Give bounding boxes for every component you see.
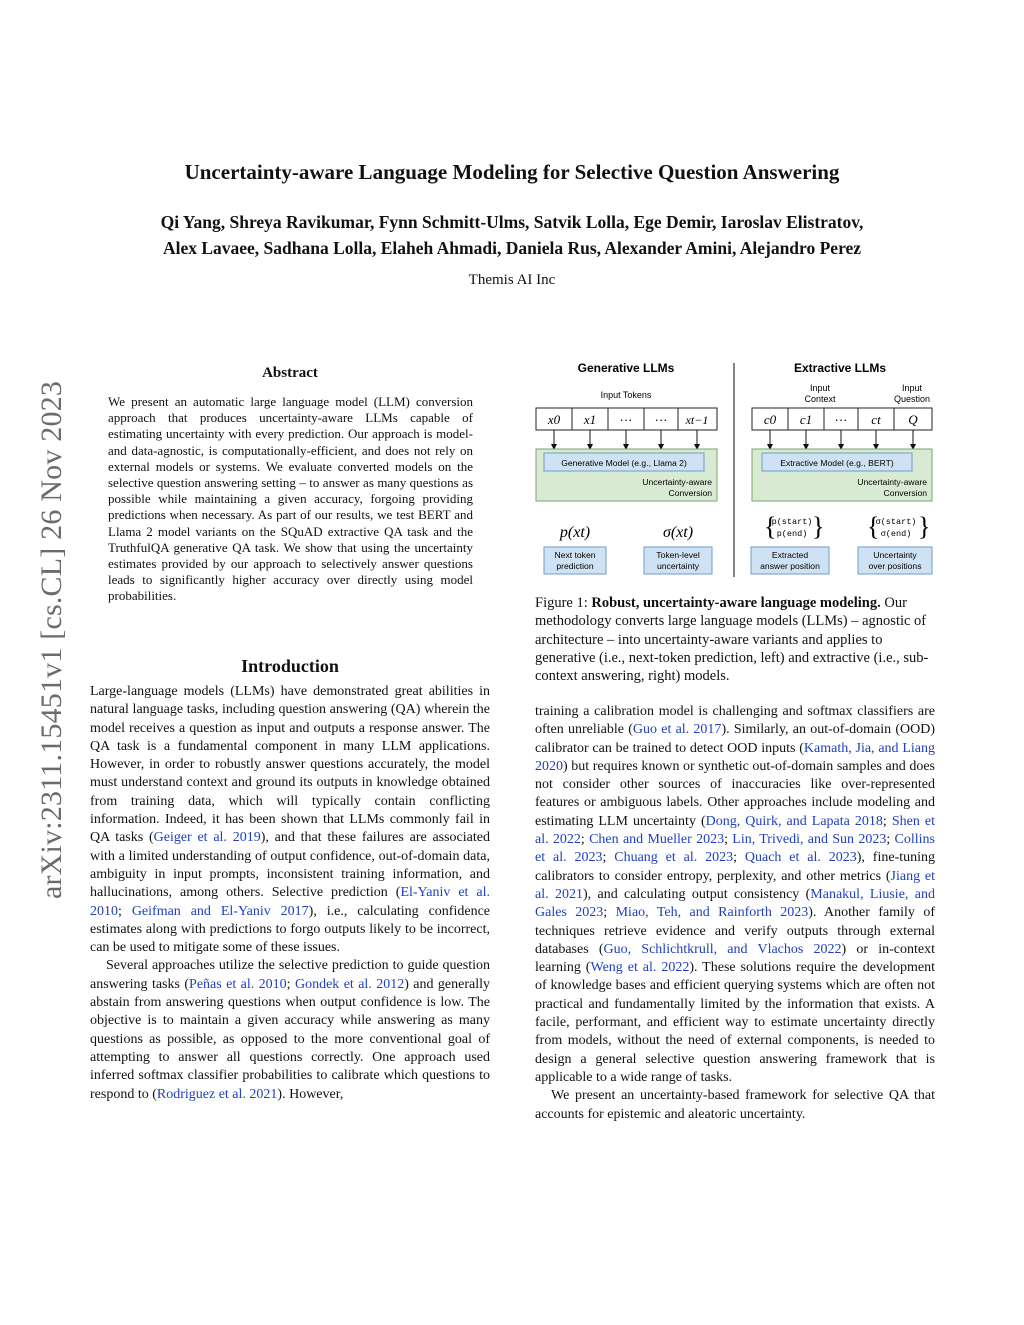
right-paragraph-1: training a calibration model is challenging and softmax classifiers are often unreliable (Guo et al. 2017). Similarly, an out-of-domain (OOD) calibrator can be trained to detect OOD inputs (Kamath, Jia, and Liang 2020) but requires known or synthetic out-of-domain samples and does not consider other sources of inaccuracies like over-represented features or ambiguous labels. Other approaches include modeling and estimating LLM uncertainty (Dong, Quirk, and Lapata 2018; Shen et al. 2022; Chen and Mueller 2023; Lin, Trivedi, and Sun 2023; Collins et al. 2023; Chuang et al. 2023; Quach et al. 2023), fine-tuning calibrators to consider entropy, perplexity, and other metrics (Jiang et al. 2021), and calculating output consistency (Manakul, Liusie, and Gales 2023; Miao, Teh, and Rainforth 2023). Another family of techniques retrieve evidence and verify outputs through external databases (Guo, Schlichtkrull, and Vlachos 2022) or in-context learning (Weng et al. 2022). These solutions require the development of knowledge bases and efficient querying systems which are often not practical and fundamentally limited by the information that exists. A facile, performant, and efficient way to estimate uncertainty directly from models, without the need of external components, is needed to design a general selective question answering framework that is applicable to a wide range of tasks. xyxy=(535,704,936,1085)
arxiv-id: arXiv:2311.15451v1 [cs.CL] 26 Nov 2023 xyxy=(35,380,68,900)
citation-link[interactable]: Miao, Teh, and Rainforth 2023 xyxy=(615,905,809,921)
citation-link[interactable]: Chuang et al. 2023 xyxy=(614,850,734,866)
authors-line-2: Alex Lavaee, Sadhana Lolla, Elaheh Ahmadi, Daniela Rus, Alexander Amini, Alejandro Perez xyxy=(162,238,862,258)
p-end: p(end) xyxy=(776,529,808,539)
intro-paragraph-2: Several approaches utilize the selective prediction to guide question answering tasks (Peñas et al. 2010; Gondek et al. 2012) and generally abstain from answering questions when output confidence is low. The objective is to maintain a given accuracy while answering as many questions as possible, as opposed to the more conventional goal of attempting to answer all questions correctly. One approach used inferred softmax classifier probabilities to calibrate which questions to respond to (Rodriguez et al. 2021). However, xyxy=(90,958,491,1102)
introduction-heading: Introduction xyxy=(241,656,339,676)
token-uncertainty-label: Token-level uncertainty xyxy=(656,550,700,571)
arrows-right xyxy=(770,430,913,449)
citation-link[interactable]: Collins et al. 2023 xyxy=(535,832,936,866)
right-paragraph-2: We present an uncertainty-based framework for selective QA that accounts for epistemic and aleatoric uncertainty. xyxy=(535,1088,935,1122)
token-ellipsis: ··· xyxy=(619,412,633,427)
token-x0: x0 xyxy=(547,412,561,427)
conversion-label-right: Uncertainty-aware Conversion xyxy=(857,477,927,498)
citation-link[interactable]: Quach et al. 2023 xyxy=(744,850,857,866)
citation-link[interactable]: Kamath, Jia, and Liang 2020 xyxy=(535,740,935,774)
extractive-title: Extractive LLMs xyxy=(793,361,887,375)
intro-paragraph-1: Large-language models (LLMs) have demonstrated great abilities in natural language tasks, including question answering (QA) wherein the model receives a question as input and outputs a response answer. The QA task is a fundamental component in many LLM applications. However, in order to robustly answer questions accurately, the model must understand context and ground its outputs in knowledge obtained from training data, which will typically contain conflicting information. Indeed, it has been shown that LLMs commonly fail in QA tasks (Geiger et al. 2019), and that these failures are associated with a limited understanding of output confidence, out-of-domain data, ambiguity in input prompts, inconsistent training information, and hallucinations, among others. Selective prediction (El-Yaniv et al. 2010; Geifman and El-Yaniv 2017), i.e., calculating confidence estimates along with predictions to forgo outputs likely to be incorrect, can be used to mitigate some of these issues. xyxy=(90,684,491,956)
output-p-xt: p(xt) xyxy=(559,524,591,541)
citation-link[interactable]: Geifman and El-Yaniv 2017 xyxy=(131,903,309,919)
citation-link[interactable]: Dong, Quirk, and Lapata 2018 xyxy=(705,813,883,829)
sigma-end: σ(end) xyxy=(880,529,912,539)
arrows-left xyxy=(554,430,697,449)
abstract-text: We present an automatic large language model (LLM) conversion approach that produces uncertainty-aware LLMs capable of estimating uncertainty with every prediction. Our approach is model- and data-agnostic, is computationally-efficient, and does not rely on external models or systems. We evaluate converted models on the selective question answering setting – to answer as many questions as possible while maintaining a given accuracy, forgoing providing predictions when necessary. As part of our results, we test BERT and Llama 2 model variants on the SQuAD extractive QA task and the TruthfulQA generative QA task. We show that using the uncertainty estimates provided by our approach to selectively answer questions leads to significantly higher accuracy over directly using model probabilities. xyxy=(108,394,473,604)
p-start: p(start) xyxy=(771,517,813,527)
uncertainty-positions-label: Uncertainty over positions xyxy=(868,550,922,571)
brace-left: { xyxy=(867,512,880,541)
abstract-heading: Abstract xyxy=(262,365,318,381)
input-tokens-label: Input Tokens xyxy=(600,390,652,400)
next-token-label: Next token prediction xyxy=(554,550,596,571)
token-ellipsis: ··· xyxy=(834,412,848,427)
citation-link[interactable]: Geiger et al. 2019 xyxy=(153,830,261,846)
citation-link[interactable]: Gondek et al. 2012 xyxy=(294,976,405,992)
citation-link[interactable]: Peñas et al. 2010 xyxy=(189,976,287,992)
paper-title: Uncertainty-aware Language Modeling for Selective Question Answering xyxy=(184,160,840,184)
citation-link[interactable]: Jiang et al. 2021 xyxy=(535,868,935,902)
left-column xyxy=(90,683,490,1104)
figure-caption: Figure 1: Robust, uncertainty-aware language modeling. Our methodology converts large language models (LLMs) – agnostic of architecture – into uncertainty-aware variants and applies to generative (i.e., next-token prediction, left) and extractive (i.e., sub-context answering, right) models. xyxy=(535,595,929,685)
token-ellipsis: ··· xyxy=(654,412,668,427)
citation-link[interactable]: Manakul, Liusie, and Gales 2023 xyxy=(535,886,935,921)
affiliation: Themis AI Inc xyxy=(468,272,556,288)
citation-link[interactable]: Guo, Schlichtkrull, and Vlachos 2022 xyxy=(603,941,842,957)
citation-link[interactable]: Shen et al. 2022 xyxy=(535,813,935,848)
generative-title: Generative LLMs xyxy=(577,361,675,375)
brace-right: } xyxy=(812,512,825,541)
input-context-label: Input Context xyxy=(804,383,836,404)
citation-link[interactable]: Rodriguez et al. 2021 xyxy=(156,1086,278,1102)
extracted-answer-label: Extracted answer position xyxy=(760,550,820,571)
figure-1-diagram xyxy=(530,355,940,580)
brace-right: } xyxy=(918,512,931,541)
token-ct: ct xyxy=(871,412,881,427)
token-c0: c0 xyxy=(763,412,777,427)
token-c1: c1 xyxy=(799,412,813,427)
authors-line-1: Qi Yang, Shreya Ravikumar, Fynn Schmitt-Ulms, Satvik Lolla, Ege Demir, Iaroslav Elistratov, xyxy=(160,212,864,232)
input-question-label: Input Question xyxy=(893,383,931,404)
citation-link[interactable]: Weng et al. 2022 xyxy=(590,960,690,976)
right-column xyxy=(535,703,935,1124)
generative-model-label: Generative Model (e.g., Llama 2) xyxy=(561,458,687,468)
extractive-model-label: Extractive Model (e.g., BERT) xyxy=(780,458,894,468)
token-q: Q xyxy=(908,412,918,427)
output-sigma-xt: σ(xt) xyxy=(662,524,694,541)
token-xt-1: xt−1 xyxy=(685,413,709,427)
token-x1: x1 xyxy=(583,412,597,427)
citation-link[interactable]: El-Yaniv et al. 2010 xyxy=(90,885,490,919)
citation-link[interactable]: Guo et al. 2017 xyxy=(632,722,722,738)
sigma-start: σ(start) xyxy=(875,517,917,527)
brace-left: { xyxy=(764,512,777,541)
citation-link[interactable]: Chen and Mueller 2023 xyxy=(589,832,725,848)
conversion-label-left: Uncertainty-aware Conversion xyxy=(642,477,712,498)
citation-link[interactable]: Lin, Trivedi, and Sun 2023 xyxy=(732,832,887,848)
